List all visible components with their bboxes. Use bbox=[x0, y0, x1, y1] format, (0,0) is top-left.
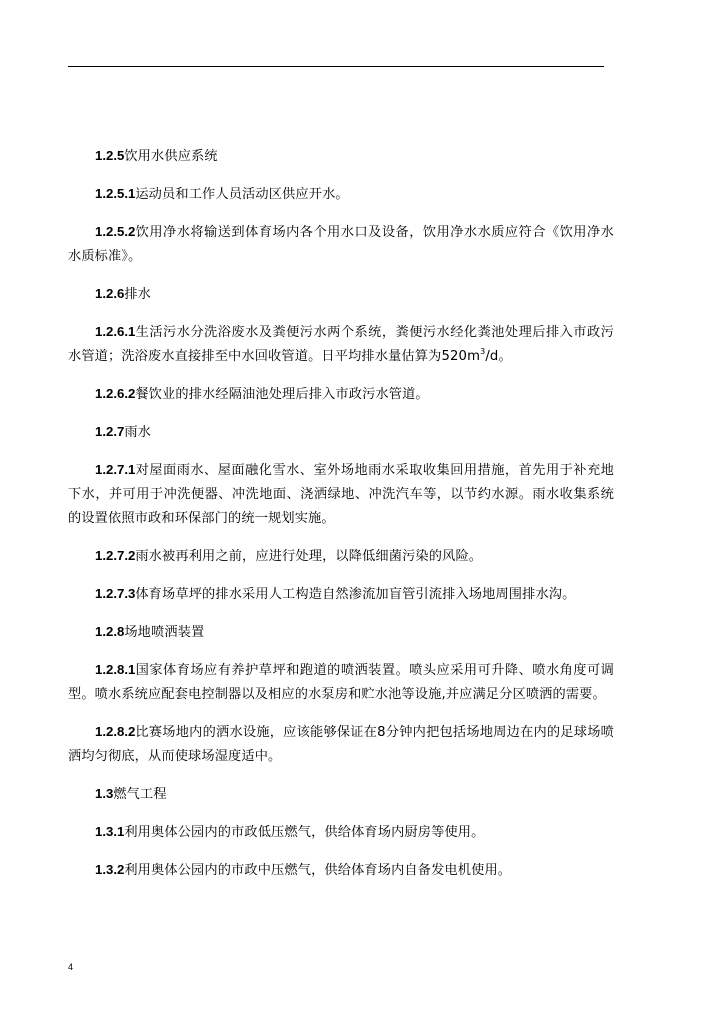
superscript-3: 3 bbox=[480, 347, 486, 356]
clause-number: 1.3.2 bbox=[95, 862, 125, 877]
section-number: 1.2.7 bbox=[95, 424, 125, 439]
clause-text: 生活污水分洗浴废水及粪便污水两个系统，粪便污水经化粪池处理后排入市政污水管道；洗浴废水直接排至中水回收管道。日平均排水量估算为520m bbox=[68, 325, 614, 364]
section-title: 饮用水供应系统 bbox=[124, 149, 218, 164]
clause-text: 比赛场地内的洒水设施，应该能够保证在8分钟内把包括场地周边在内的足球场喷洒均匀彻底，从而使球场湿度适中。 bbox=[68, 725, 614, 764]
section-number: 1.2.5 bbox=[95, 148, 125, 163]
clause-text: 体育场草坪的排水采用人工构造自然渗流加盲管引流排入场地周围排水沟。 bbox=[135, 587, 576, 602]
section-title: 雨水 bbox=[124, 425, 152, 440]
clause-number: 1.2.8.2 bbox=[95, 724, 136, 739]
clause-1-2-7-3 bbox=[68, 582, 614, 607]
clause-1-2-7-1 bbox=[68, 458, 614, 531]
clause-text: 国家体育场应有养护草坪和跑道的喷洒装置。喷头应采用可升降、喷水角度可调型。喷水系统应配套电控制器以及相应的水泵房和贮水池等设施,并应满足分区喷洒的需要。 bbox=[68, 663, 614, 702]
clause-text: 餐饮业的排水经隔油池处理后排入市政污水管道。 bbox=[135, 387, 429, 402]
clause-number: 1.2.5.1 bbox=[95, 186, 136, 201]
clause-1-2-8-2 bbox=[68, 720, 614, 769]
header-rule bbox=[68, 66, 604, 67]
clause-number: 1.2.6.1 bbox=[95, 324, 136, 339]
clause-number: 1.2.7.2 bbox=[95, 548, 136, 563]
section-number: 1.3 bbox=[95, 786, 114, 801]
clause-number: 1.2.5.2 bbox=[95, 224, 136, 239]
section-title: 场地喷洒装置 bbox=[124, 625, 205, 640]
clause-text: 雨水被再利用之前，应进行处理，以降低细菌污染的风险。 bbox=[135, 549, 483, 564]
section-title: 排水 bbox=[124, 287, 152, 302]
clause-text: 饮用净水将输送到体育场内各个用水口及设备，饮用净水水质应符合《饮用净水水质标准》。 bbox=[68, 225, 614, 264]
clause-1-2-6-2 bbox=[68, 382, 614, 407]
clause-text: 运动员和工作人员活动区供应开水。 bbox=[135, 187, 349, 202]
section-number: 1.2.6 bbox=[95, 286, 125, 301]
document-body bbox=[68, 144, 614, 883]
clause-1-3-2 bbox=[68, 858, 614, 883]
clause-1-2-5-1 bbox=[68, 182, 614, 207]
section-heading-1-2-5 bbox=[68, 144, 614, 169]
section-number: 1.2.8 bbox=[95, 624, 125, 639]
section-heading-1-3 bbox=[68, 782, 614, 807]
clause-number: 1.3.1 bbox=[95, 824, 125, 839]
section-heading-1-2-6 bbox=[68, 282, 614, 307]
clause-text-tail: /d。 bbox=[485, 349, 512, 364]
clause-number: 1.2.6.2 bbox=[95, 386, 136, 401]
clause-1-2-8-1 bbox=[68, 658, 614, 707]
section-heading-1-2-8 bbox=[68, 620, 614, 645]
clause-1-3-1 bbox=[68, 820, 614, 845]
section-title: 燃气工程 bbox=[113, 787, 167, 802]
clause-number: 1.2.8.1 bbox=[95, 662, 136, 677]
clause-1-2-7-2 bbox=[68, 544, 614, 569]
clause-number: 1.2.7.3 bbox=[95, 586, 136, 601]
clause-text: 对屋面雨水、屋面融化雪水、室外场地雨水采取收集回用措施，首先用于补充地下水，并可用于冲洗便器、冲洗地面、浇洒绿地、冲洗汽车等，以节约水源。雨水收集系统的设置依照市政和环保部门的统一规划实施。 bbox=[68, 463, 614, 526]
section-heading-1-2-7 bbox=[68, 420, 614, 445]
clause-1-2-6-1 bbox=[68, 320, 614, 369]
clause-text: 利用奥体公园内的市政中压燃气，供给体育场内自备发电机使用。 bbox=[124, 863, 512, 878]
clause-text: 利用奥体公园内的市政低压燃气，供给体育场内厨房等使用。 bbox=[124, 825, 485, 840]
page-number: 4 bbox=[68, 962, 74, 972]
clause-1-2-5-2 bbox=[68, 220, 614, 269]
clause-number: 1.2.7.1 bbox=[95, 462, 136, 477]
